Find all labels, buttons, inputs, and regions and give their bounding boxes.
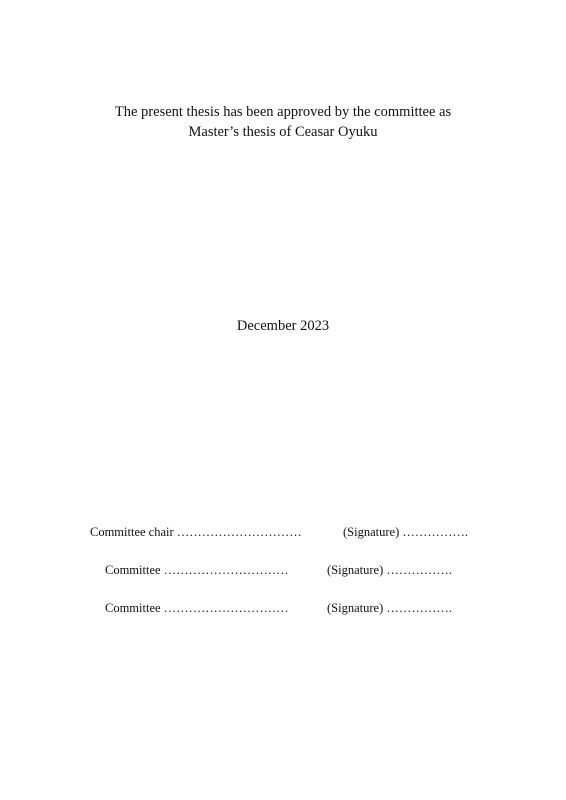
committee-chair-signature-line: (Signature) ……………. — [343, 525, 468, 539]
committee-chair-row — [90, 524, 468, 540]
committee-member-line: Committee ………………………… — [105, 601, 289, 615]
committee-member-line: Committee ………………………… — [105, 563, 289, 577]
approval-statement — [0, 102, 566, 142]
committee-member-signature-line: (Signature) ……………. — [327, 563, 452, 577]
approval-line-1: The present thesis has been approved by the committee as — [114, 104, 452, 120]
committee-chair-line: Committee chair ………………………… — [90, 525, 302, 539]
approval-date: December 2023 — [236, 318, 330, 334]
committee-member-row — [105, 562, 452, 578]
approval-line-2: Master’s thesis of Ceasar Oyuku — [188, 124, 378, 140]
committee-member-signature-line: (Signature) ……………. — [327, 601, 452, 615]
committee-member-row — [105, 600, 452, 616]
